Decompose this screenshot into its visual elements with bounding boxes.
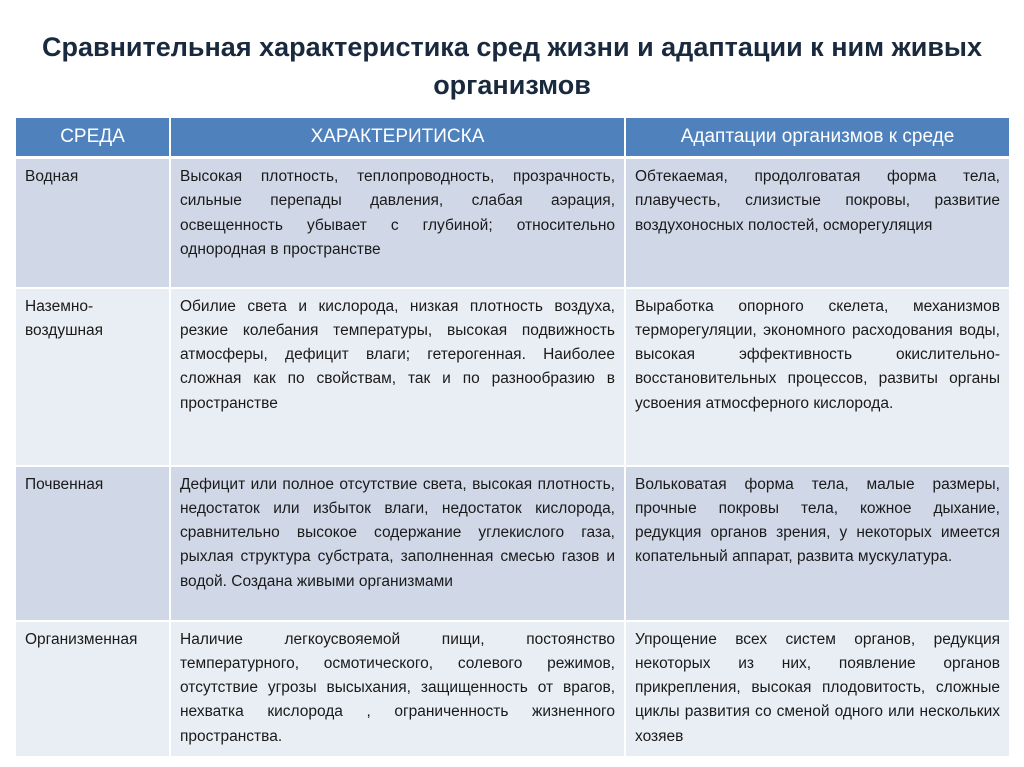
column-header-environment: СРЕДА bbox=[16, 118, 170, 158]
cell-adaptations: Обтекаемая, продолговатая форма тела, плавучесть, слизистые покровы, развитие воздухоносных полостей, осморегуляция bbox=[625, 158, 1009, 288]
cell-environment: Почвенная bbox=[16, 466, 170, 621]
cell-characteristic: Дефицит или полное отсутствие света, высокая плотность, недостаток или избыток влаги, недостаток кислорода, сравнительно высокое содержание углекислого газа, рыхлая структура субстрата, заполненная смесью газов и водой. Создана живыми организмами bbox=[170, 466, 625, 621]
cell-adaptations: Упрощение всех систем органов, редукция некоторых из них, появление органов прикрепления, высокая плодовитость, сложные циклы развития со сменой одного или нескольких хозяев bbox=[625, 621, 1009, 756]
cell-characteristic: Высокая плотность, теплопроводность, прозрачность, сильные перепады давления, слабая аэрация, освещенность убывает с глубиной; относительно однородная в пространстве bbox=[170, 158, 625, 288]
column-header-characteristic: ХАРАКТЕРИТИСКА bbox=[170, 118, 625, 158]
cell-environment: Водная bbox=[16, 158, 170, 288]
cell-adaptations: Выработка опорного скелета, механизмов терморегуляции, экономного расходования воды, высокая эффективность окислительно-восстановительных процессов, развиты органы усвоения атмосферного кислорода. bbox=[625, 288, 1009, 466]
cell-characteristic: Наличие легкоусвояемой пищи, постоянство температурного, осмотического, солевого режимов, отсутствие угрозы высыхания, защищенность от врагов, нехватка кислорода , ограниченность жизненного пространства. bbox=[170, 621, 625, 756]
cell-characteristic: Обилие света и кислорода, низкая плотность воздуха, резкие колебания температуры, высокая подвижность атмосферы, дефицит влаги; гетерогенная. Наиболее сложная как по свойствам, так и по разнообразию в пространстве bbox=[170, 288, 625, 466]
table-row-soil bbox=[16, 466, 1009, 621]
table-row-aquatic bbox=[16, 158, 1009, 288]
table-row-terrestrial-air bbox=[16, 288, 1009, 466]
comparison-table bbox=[16, 118, 1009, 756]
table-row-organismal bbox=[16, 621, 1009, 756]
cell-adaptations: Вольковатая форма тела, малые размеры, прочные покровы тела, кожное дыхание, редукция органов зрения, у некоторых имеется копательный аппарат, развита мускулатура. bbox=[625, 466, 1009, 621]
cell-environment: Наземно-воздушная bbox=[16, 288, 170, 466]
column-header-adaptations: Адаптации организмов к среде bbox=[625, 118, 1009, 158]
table-header-row bbox=[16, 118, 1009, 158]
cell-environment: Организменная bbox=[16, 621, 170, 756]
page-title: Сравнительная характеристика сред жизни и адаптации к ним живых организмов bbox=[42, 32, 982, 100]
